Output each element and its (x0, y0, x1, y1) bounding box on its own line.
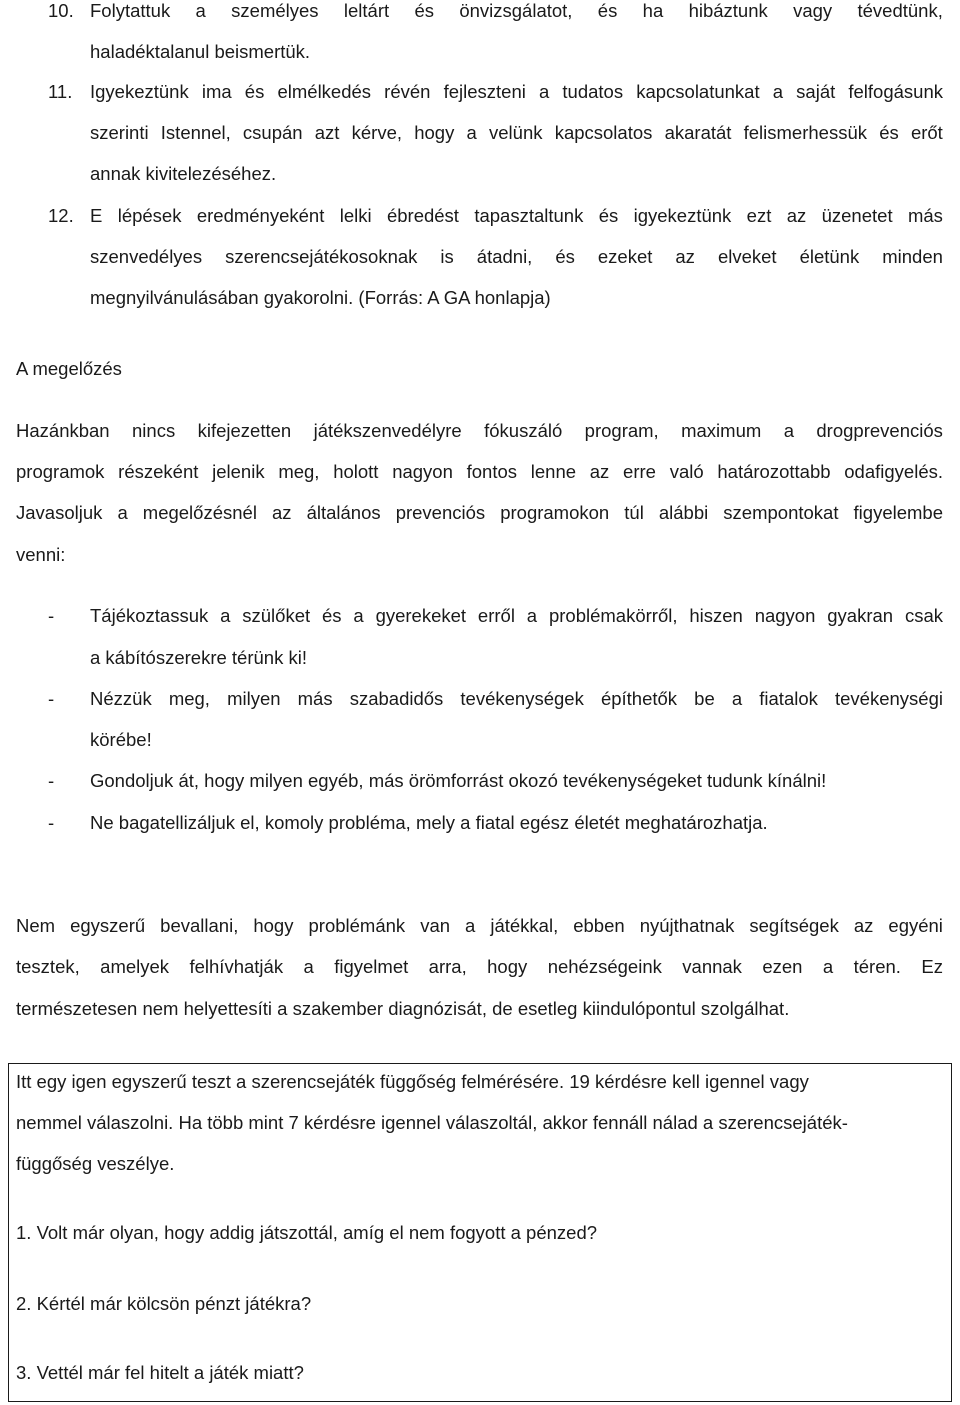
test-intro-line: Itt egy igen egyszerű teszt a szerencsejáték függőség felmérésére. 19 kérdésre kell igennel vagy (16, 1071, 809, 1092)
test-question: 1. Volt már olyan, hogy addig játszottál, amíg el nem fogyott a pénzed? (16, 1222, 598, 1243)
paragraph-line: programok részeként jelenik meg, holott nagyon fontos lenne az erre való határozottabb odafigyelés. (16, 461, 943, 482)
list-item-line: a kábítószerekre térünk ki! (90, 647, 307, 668)
paragraph-line: Javasoljuk a megelőzésnél az általános prevenciós programokon túl alábbi szempontokat figyelembe (16, 502, 943, 523)
list-item-line: Gondoljuk át, hogy milyen egyéb, más örömforrást okozó tevékenységeket tudunk kínálni! (90, 770, 827, 791)
list-item-line: Ne bagatellizáljuk el, komoly probléma, mely a fiatal egész életét meghatározhatja. (90, 812, 768, 833)
step-text-line: megnyilvánulásában gyakorolni. (Forrás: A GA honlapja) (90, 287, 551, 308)
step-text-line: Igyekeztünk ima és elmélkedés révén fejleszteni a tudatos kapcsolatunkat a saját felfogásunk (90, 81, 943, 102)
step-text-line: E lépések eredményeként lelki ébredést tapasztaltunk és igyekeztünk ezt az üzenetet más (90, 205, 943, 226)
step-text-line: Folytattuk a személyes leltárt és önvizsgálatot, és ha hibáztunk vagy tévedtünk, (90, 0, 943, 21)
test-intro-line: függőség veszélye. (16, 1153, 175, 1174)
list-item-line: Nézzük meg, milyen más szabadidős tevékenységek építhetők be a fiatalok tevékenységi (90, 688, 943, 709)
step-number: 11. (48, 81, 73, 102)
step-number: 10. (48, 0, 74, 21)
test-intro-line: nemmel válaszolni. Ha több mint 7 kérdésre igennel válaszoltál, akkor fennáll nálad a szerencsejáték- (16, 1112, 848, 1133)
bullet-marker: - (48, 688, 55, 709)
step-text-line: annak kivitelezéséhez. (90, 163, 277, 184)
paragraph-line: természetesen nem helyettesíti a szakember diagnózisát, de esetleg kiindulópontul szolgálhat. (16, 998, 790, 1019)
test-question: 2. Kértél már kölcsön pénzt játékra? (16, 1293, 312, 1314)
paragraph-line: Nem egyszerű bevallani, hogy problémánk van a játékkal, ebben nyújthatnak segítségek az egyéni (16, 915, 943, 936)
section-heading: A megelőzés (16, 358, 122, 379)
step-text-line: szerinti Istennel, csupán azt kérve, hogy a velünk kapcsolatos akaratát felismerhessük és erőt (90, 122, 943, 143)
list-item-line: Tájékoztassuk a szülőket és a gyerekeket erről a problémakörről, hiszen nagyon gyakran csak (90, 605, 943, 626)
paragraph-line: Hazánkban nincs kifejezetten játékszenvedélyre fókuszáló program, maximum a drogprevenciós (16, 420, 943, 441)
bullet-marker: - (48, 770, 55, 791)
bullet-marker: - (48, 605, 55, 626)
paragraph-line: venni: (16, 544, 66, 565)
test-question: 3. Vettél már fel hitelt a játék miatt? (16, 1362, 304, 1383)
step-text-line: haladéktalanul beismertük. (90, 41, 311, 62)
step-number: 12. (48, 205, 74, 226)
list-item-line: körébe! (90, 729, 152, 750)
bullet-marker: - (48, 812, 55, 833)
step-text-line: szenvedélyes szerencsejátékosoknak is átadni, és ezeket az elveket életünk minden (90, 246, 943, 267)
paragraph-line: tesztek, amelyek felhívhatják a figyelmet arra, hogy nehézségeink vannak ezen a téren. Ez (16, 956, 943, 977)
